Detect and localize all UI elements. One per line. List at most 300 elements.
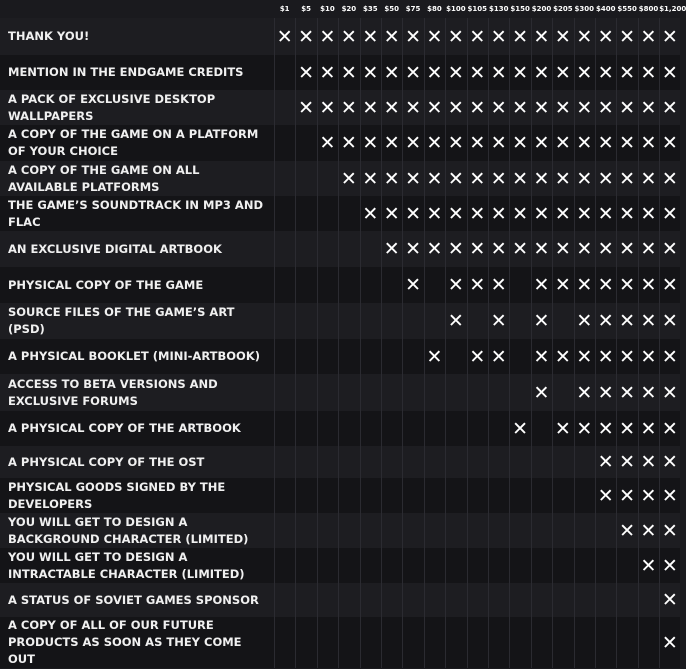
included-mark: ✕ <box>640 485 657 507</box>
included-mark: ✕ <box>554 418 571 440</box>
tier-header: $130 <box>488 5 509 13</box>
included-mark: ✕ <box>405 132 422 154</box>
tier-header: $1,200 <box>659 5 686 13</box>
included-mark: ✕ <box>405 62 422 84</box>
tier-cell <box>616 583 638 617</box>
tier-cell <box>552 617 574 668</box>
included-mark: ✕ <box>490 346 507 368</box>
tier-cell <box>574 548 596 583</box>
tier-cell <box>531 478 553 513</box>
included-mark: ✕ <box>490 238 507 260</box>
reward-label: AN EXCLUSIVE DIGITAL ARTBOOK <box>8 241 222 256</box>
tier-cell <box>424 303 446 339</box>
included-mark: ✕ <box>640 203 657 225</box>
tier-cell <box>274 55 296 90</box>
tier-cell <box>488 617 510 668</box>
tier-header: $80 <box>427 5 442 13</box>
tier-header: $800 <box>638 5 659 13</box>
included-mark: ✕ <box>597 132 614 154</box>
tier-cell <box>467 617 489 668</box>
included-mark: ✕ <box>469 97 486 119</box>
included-mark: ✕ <box>640 346 657 368</box>
included-mark: ✕ <box>597 97 614 119</box>
tier-cell <box>295 548 317 583</box>
included-mark: ✕ <box>597 310 614 332</box>
included-mark: ✕ <box>554 203 571 225</box>
tier-cell <box>574 617 596 668</box>
included-mark: ✕ <box>576 382 593 404</box>
tier-cell <box>381 267 403 303</box>
tier-cell <box>467 446 489 478</box>
tier-cell <box>381 339 403 374</box>
tier-cell <box>274 513 296 548</box>
included-mark: ✕ <box>661 203 678 225</box>
tier-cell <box>295 267 317 303</box>
reward-label: THE GAME’S SOUNDTRACK IN MP3 AND FLAC <box>8 197 263 229</box>
reward-row <box>0 548 680 583</box>
included-mark: ✕ <box>597 238 614 260</box>
included-mark: ✕ <box>362 97 379 119</box>
included-mark: ✕ <box>340 168 357 190</box>
included-mark: ✕ <box>619 346 636 368</box>
included-mark: ✕ <box>640 132 657 154</box>
tier-cell <box>295 513 317 548</box>
tier-cell <box>274 339 296 374</box>
tier-cell <box>595 548 617 583</box>
included-mark: ✕ <box>619 62 636 84</box>
tier-cell <box>295 125 317 161</box>
included-mark: ✕ <box>661 589 678 611</box>
included-mark: ✕ <box>597 418 614 440</box>
included-mark: ✕ <box>640 97 657 119</box>
tier-cell <box>531 513 553 548</box>
included-mark: ✕ <box>640 520 657 542</box>
tier-cell <box>317 231 339 267</box>
included-mark: ✕ <box>619 132 636 154</box>
included-mark: ✕ <box>640 382 657 404</box>
included-mark: ✕ <box>512 26 529 48</box>
included-mark: ✕ <box>661 632 678 654</box>
tier-cell <box>467 548 489 583</box>
tier-cell <box>317 267 339 303</box>
tier-header: $50 <box>384 5 399 13</box>
included-mark: ✕ <box>597 451 614 473</box>
included-mark: ✕ <box>554 62 571 84</box>
included-mark: ✕ <box>469 132 486 154</box>
reward-row <box>0 161 680 196</box>
tier-cell <box>424 374 446 411</box>
included-mark: ✕ <box>490 97 507 119</box>
included-mark: ✕ <box>533 346 550 368</box>
included-mark: ✕ <box>576 26 593 48</box>
included-mark: ✕ <box>640 418 657 440</box>
tier-cell <box>295 303 317 339</box>
tier-cell <box>509 617 531 668</box>
tier-cell <box>360 478 382 513</box>
included-mark: ✕ <box>447 310 464 332</box>
included-mark: ✕ <box>298 97 315 119</box>
tier-cell <box>402 339 424 374</box>
tier-cell <box>488 374 510 411</box>
tier-cell <box>317 513 339 548</box>
included-mark: ✕ <box>619 520 636 542</box>
included-mark: ✕ <box>362 203 379 225</box>
included-mark: ✕ <box>319 62 336 84</box>
included-mark: ✕ <box>383 203 400 225</box>
included-mark: ✕ <box>533 203 550 225</box>
tier-cell <box>360 411 382 446</box>
included-mark: ✕ <box>533 168 550 190</box>
tier-cell <box>402 374 424 411</box>
reward-label: PHYSICAL GOODS SIGNED BY THE DEVELOPERS <box>8 479 226 511</box>
tier-header: $400 <box>595 5 616 13</box>
included-mark: ✕ <box>597 382 614 404</box>
tier-header: $300 <box>574 5 595 13</box>
tier-cell <box>424 548 446 583</box>
tier-cell <box>317 617 339 668</box>
tier-cell <box>488 478 510 513</box>
included-mark: ✕ <box>426 97 443 119</box>
tier-cell <box>360 231 382 267</box>
tier-cell <box>467 513 489 548</box>
included-mark: ✕ <box>661 238 678 260</box>
tier-cell <box>274 548 296 583</box>
included-mark: ✕ <box>362 26 379 48</box>
reward-row <box>0 196 680 231</box>
tier-header: $1 <box>279 5 290 13</box>
tier-cell <box>274 583 296 617</box>
tier-header: $105 <box>467 5 488 13</box>
included-mark: ✕ <box>447 62 464 84</box>
included-mark: ✕ <box>619 485 636 507</box>
tier-cell <box>574 446 596 478</box>
included-mark: ✕ <box>619 382 636 404</box>
tier-cell <box>424 446 446 478</box>
reward-label: A COPY OF THE GAME ON A PLATFORM OF YOUR CHOICE <box>8 127 259 158</box>
tier-cell <box>552 446 574 478</box>
tier-cell <box>402 583 424 617</box>
included-mark: ✕ <box>298 62 315 84</box>
included-mark: ✕ <box>512 62 529 84</box>
tier-cell <box>402 446 424 478</box>
included-mark: ✕ <box>447 168 464 190</box>
tier-cell <box>445 548 467 583</box>
included-mark: ✕ <box>490 203 507 225</box>
tier-cell <box>552 513 574 548</box>
tier-cell <box>338 446 360 478</box>
tier-cell <box>295 617 317 668</box>
tier-cell <box>531 617 553 668</box>
included-mark: ✕ <box>426 26 443 48</box>
tier-cell <box>424 267 446 303</box>
included-mark: ✕ <box>490 26 507 48</box>
included-mark: ✕ <box>661 555 678 577</box>
tier-cell <box>338 303 360 339</box>
included-mark: ✕ <box>383 26 400 48</box>
tier-cell <box>509 446 531 478</box>
included-mark: ✕ <box>576 346 593 368</box>
reward-label: A COPY OF THE GAME ON ALL AVAILABLE PLATFORMS <box>8 162 200 194</box>
included-mark: ✕ <box>640 238 657 260</box>
included-mark: ✕ <box>533 26 550 48</box>
tier-cell <box>381 513 403 548</box>
tier-cell <box>531 548 553 583</box>
tier-cell <box>338 548 360 583</box>
included-mark: ✕ <box>533 97 550 119</box>
tier-cell <box>402 513 424 548</box>
tier-cell <box>274 267 296 303</box>
reward-row <box>0 513 680 548</box>
included-mark: ✕ <box>405 26 422 48</box>
included-mark: ✕ <box>576 97 593 119</box>
tier-cell <box>338 231 360 267</box>
included-mark: ✕ <box>661 26 678 48</box>
tier-cell <box>338 374 360 411</box>
included-mark: ✕ <box>469 238 486 260</box>
tier-cell <box>338 478 360 513</box>
tier-cell <box>360 548 382 583</box>
included-mark: ✕ <box>447 238 464 260</box>
tier-cell <box>509 267 531 303</box>
included-mark: ✕ <box>597 62 614 84</box>
included-mark: ✕ <box>469 168 486 190</box>
included-mark: ✕ <box>661 274 678 296</box>
tier-cell <box>295 231 317 267</box>
included-mark: ✕ <box>533 310 550 332</box>
tier-cell <box>317 446 339 478</box>
included-mark: ✕ <box>426 62 443 84</box>
tier-cell <box>381 478 403 513</box>
tier-cell <box>360 446 382 478</box>
tier-cell <box>360 267 382 303</box>
tier-cell <box>445 411 467 446</box>
tier-cell <box>509 303 531 339</box>
included-mark: ✕ <box>619 168 636 190</box>
included-mark: ✕ <box>554 97 571 119</box>
tier-cell <box>402 478 424 513</box>
included-mark: ✕ <box>619 418 636 440</box>
tier-cell <box>360 303 382 339</box>
tier-cell <box>509 339 531 374</box>
tier-cell <box>274 90 296 125</box>
included-mark: ✕ <box>298 26 315 48</box>
included-mark: ✕ <box>661 418 678 440</box>
reward-label: A STATUS OF SOVIET GAMES SPONSOR <box>8 592 259 607</box>
tier-cell <box>531 411 553 446</box>
included-mark: ✕ <box>319 132 336 154</box>
tier-cell <box>338 513 360 548</box>
included-mark: ✕ <box>469 203 486 225</box>
included-mark: ✕ <box>426 346 443 368</box>
included-mark: ✕ <box>533 62 550 84</box>
included-mark: ✕ <box>405 97 422 119</box>
included-mark: ✕ <box>576 168 593 190</box>
included-mark: ✕ <box>640 310 657 332</box>
included-mark: ✕ <box>340 62 357 84</box>
included-mark: ✕ <box>597 168 614 190</box>
tier-cell <box>574 513 596 548</box>
included-mark: ✕ <box>490 168 507 190</box>
tier-cell <box>338 196 360 231</box>
tier-header: $200 <box>531 5 552 13</box>
tier-header: $75 <box>405 5 421 13</box>
included-mark: ✕ <box>576 62 593 84</box>
tier-cell <box>638 583 660 617</box>
included-mark: ✕ <box>661 451 678 473</box>
included-mark: ✕ <box>619 310 636 332</box>
tier-cell <box>274 196 296 231</box>
tier-cell <box>509 513 531 548</box>
included-mark: ✕ <box>512 97 529 119</box>
tier-cell <box>338 617 360 668</box>
included-mark: ✕ <box>576 274 593 296</box>
tier-header: $20 <box>341 5 357 13</box>
included-mark: ✕ <box>405 168 422 190</box>
reward-row <box>0 583 680 617</box>
included-mark: ✕ <box>597 485 614 507</box>
tier-cell <box>381 617 403 668</box>
tier-cell <box>381 548 403 583</box>
included-mark: ✕ <box>533 382 550 404</box>
included-mark: ✕ <box>319 97 336 119</box>
included-mark: ✕ <box>447 26 464 48</box>
reward-row <box>0 411 680 446</box>
tier-cell <box>381 583 403 617</box>
tier-cell <box>488 513 510 548</box>
tier-cell <box>295 374 317 411</box>
included-mark: ✕ <box>597 346 614 368</box>
included-mark: ✕ <box>319 26 336 48</box>
reward-row <box>0 478 680 513</box>
included-mark: ✕ <box>383 168 400 190</box>
included-mark: ✕ <box>490 274 507 296</box>
included-mark: ✕ <box>426 132 443 154</box>
tier-cell <box>467 583 489 617</box>
included-mark: ✕ <box>576 310 593 332</box>
tier-cell <box>595 513 617 548</box>
tier-cell <box>317 196 339 231</box>
tier-cell <box>552 303 574 339</box>
tier-cell <box>274 231 296 267</box>
reward-row <box>0 125 680 161</box>
included-mark: ✕ <box>383 132 400 154</box>
included-mark: ✕ <box>383 97 400 119</box>
included-mark: ✕ <box>640 168 657 190</box>
included-mark: ✕ <box>554 346 571 368</box>
reward-label: A COPY OF ALL OF OUR FUTURE PRODUCTS AS SOON AS THEY COME OUT <box>8 618 242 666</box>
reward-label: A PHYSICAL BOOKLET (MINI-ARTBOOK) <box>8 349 261 363</box>
tier-cell <box>445 478 467 513</box>
tier-cell <box>445 513 467 548</box>
included-mark: ✕ <box>554 274 571 296</box>
tier-cell <box>360 617 382 668</box>
tier-cell <box>338 339 360 374</box>
reward-label: PHYSICAL COPY OF THE GAME <box>8 277 204 292</box>
tier-cell <box>274 446 296 478</box>
included-mark: ✕ <box>533 238 550 260</box>
tier-cell <box>509 548 531 583</box>
included-mark: ✕ <box>576 203 593 225</box>
included-mark: ✕ <box>661 62 678 84</box>
tier-cell <box>445 446 467 478</box>
tier-cell <box>467 411 489 446</box>
tier-cell <box>552 548 574 583</box>
included-mark: ✕ <box>340 26 357 48</box>
reward-row <box>0 303 680 339</box>
tier-header: $35 <box>362 5 378 13</box>
tier-cell <box>424 478 446 513</box>
included-mark: ✕ <box>576 132 593 154</box>
included-mark: ✕ <box>554 238 571 260</box>
included-mark: ✕ <box>362 62 379 84</box>
included-mark: ✕ <box>619 451 636 473</box>
tier-cell <box>295 478 317 513</box>
included-mark: ✕ <box>576 418 593 440</box>
tier-cell <box>295 583 317 617</box>
included-mark: ✕ <box>447 132 464 154</box>
included-mark: ✕ <box>383 62 400 84</box>
tier-cell <box>317 339 339 374</box>
reward-row <box>0 617 680 668</box>
included-mark: ✕ <box>276 26 293 48</box>
tier-cell <box>574 478 596 513</box>
tier-cell <box>445 339 467 374</box>
tier-cell <box>488 583 510 617</box>
tier-cell <box>274 411 296 446</box>
tier-cell <box>616 548 638 583</box>
reward-row <box>0 446 680 478</box>
tier-cell <box>445 617 467 668</box>
included-mark: ✕ <box>512 203 529 225</box>
included-mark: ✕ <box>426 238 443 260</box>
included-mark: ✕ <box>490 62 507 84</box>
tier-cell <box>360 513 382 548</box>
tier-cell <box>402 617 424 668</box>
tier-cell <box>274 478 296 513</box>
included-mark: ✕ <box>640 555 657 577</box>
reward-row <box>0 90 680 125</box>
tier-cell <box>317 303 339 339</box>
tier-cell <box>360 339 382 374</box>
tier-cell <box>295 446 317 478</box>
included-mark: ✕ <box>597 26 614 48</box>
included-mark: ✕ <box>661 310 678 332</box>
reward-label: A PHYSICAL COPY OF THE OST <box>8 454 205 469</box>
tier-cell <box>488 411 510 446</box>
tier-cell <box>424 583 446 617</box>
tier-cell <box>360 583 382 617</box>
tier-cell <box>381 411 403 446</box>
tier-cell <box>381 446 403 478</box>
reward-label: A PACK OF EXCLUSIVE DESKTOP WALLPAPERS <box>8 91 216 123</box>
tier-cell <box>574 583 596 617</box>
tier-cell <box>295 411 317 446</box>
included-mark: ✕ <box>447 274 464 296</box>
included-mark: ✕ <box>512 132 529 154</box>
tier-cell <box>381 374 403 411</box>
included-mark: ✕ <box>362 132 379 154</box>
reward-label: SOURCE FILES OF THE GAME’S ART (PSD) <box>8 305 235 336</box>
tier-cell <box>317 161 339 196</box>
tier-cell <box>317 583 339 617</box>
tier-cell <box>509 374 531 411</box>
tier-cell <box>531 583 553 617</box>
reward-label: THANK YOU! <box>8 29 90 43</box>
tier-cell <box>295 339 317 374</box>
included-mark: ✕ <box>490 310 507 332</box>
included-mark: ✕ <box>533 132 550 154</box>
included-mark: ✕ <box>661 382 678 404</box>
